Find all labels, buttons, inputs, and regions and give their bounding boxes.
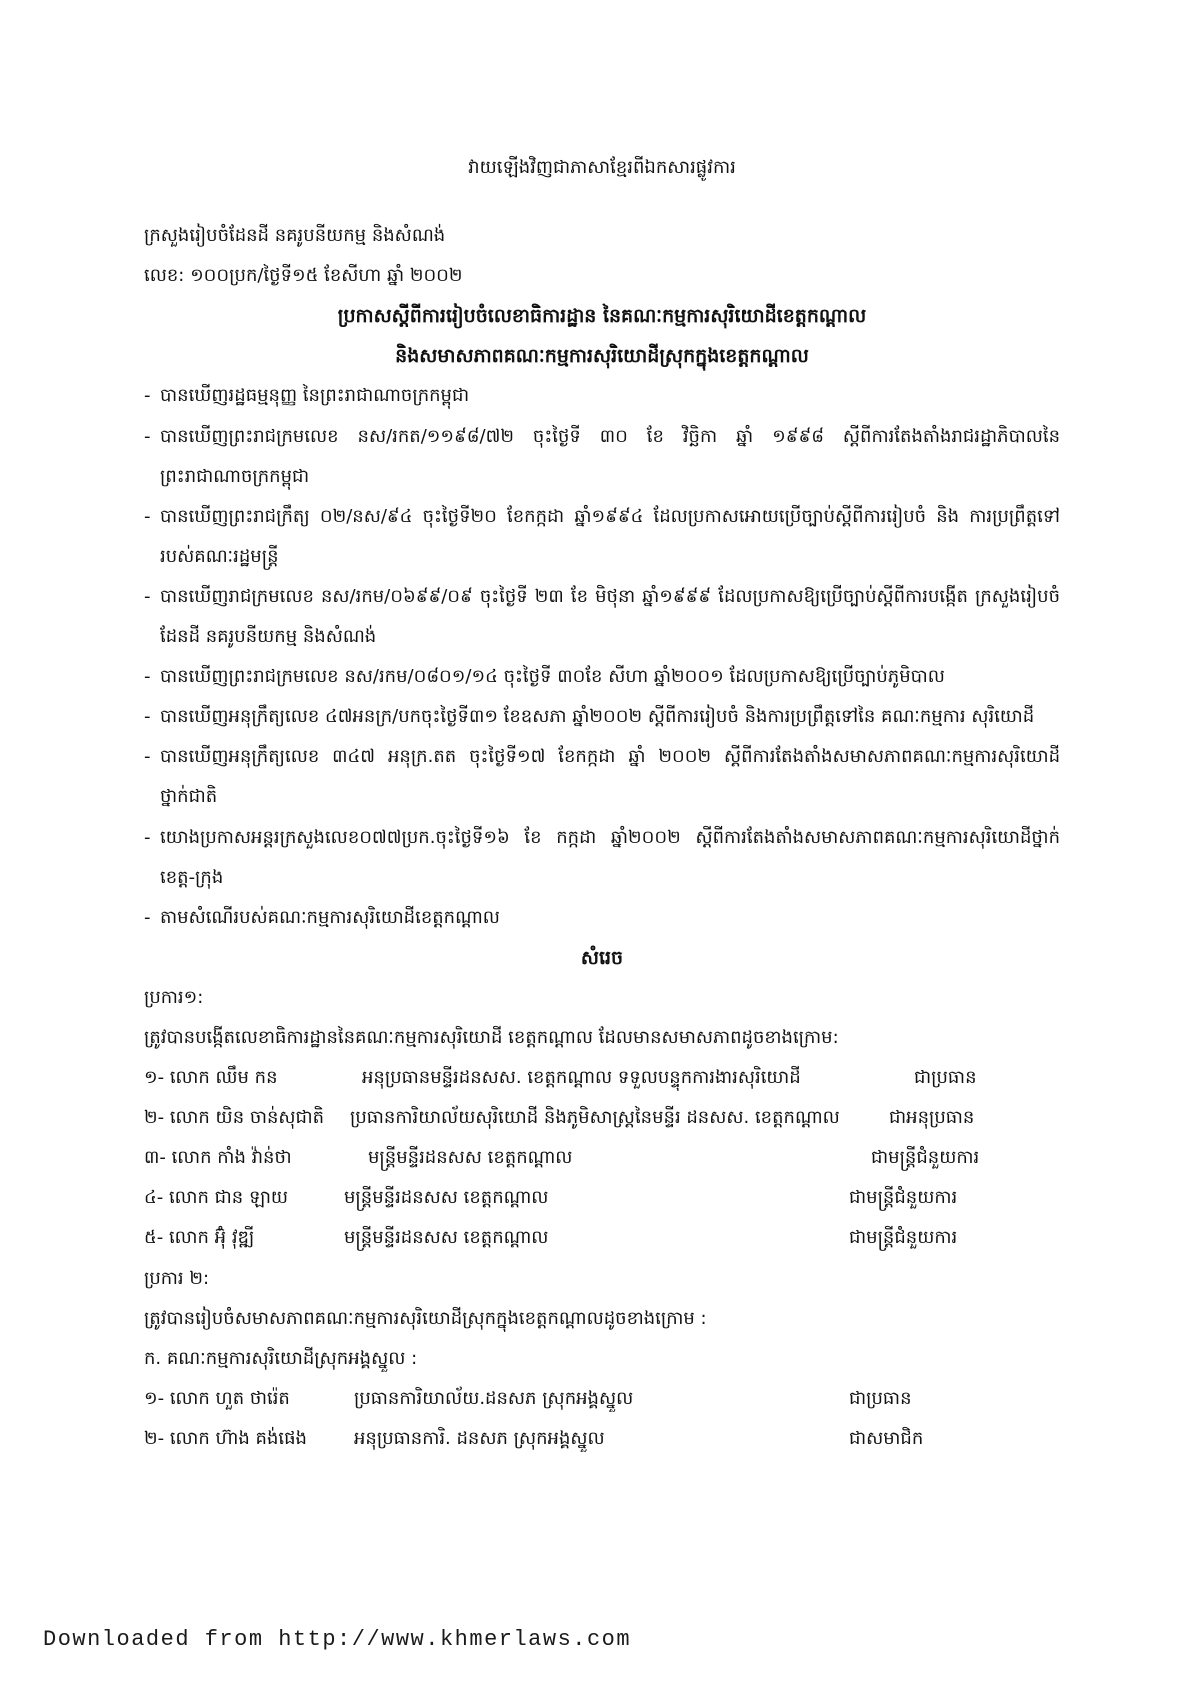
consideration-continuation: របស់គណៈរដ្ឋមន្ត្រី xyxy=(160,545,279,567)
consideration-item xyxy=(144,697,1060,737)
document-title-line-1: ប្រកាសស្តីពីការរៀបចំលេខាធិការដ្ឋាន នៃគណៈកម្មការសុរិយោដីខេត្តកណ្តាល xyxy=(337,305,867,328)
consideration-continuation: ខេត្ត-ក្រុង xyxy=(160,866,224,888)
bullet-marker: - xyxy=(144,585,151,607)
article-1-heading: ប្រការ១: xyxy=(144,986,204,1008)
member-role: ជាប្រធាន xyxy=(914,1067,977,1089)
bullet-marker: - xyxy=(144,826,151,848)
consideration-text: បានឃើញព្រះរាជក្រមលេខ នស/រកត/១១៩៨/៧២ ចុះថ្ងៃទី ៣០ ខែ វិច្ឆិកា ឆ្នាំ ១៩៩៨ ស្តីពីការតែងតាំងរាជរដ្ឋាភិបាលនៃ xyxy=(160,425,1060,447)
article-2-subsection: ក. គណៈកម្មការសុរិយោដីស្រុកអង្គស្នួល : xyxy=(144,1347,418,1369)
member-row xyxy=(144,1138,1060,1178)
consideration-text: បានឃើញព្រះរាជក្រមលេខ នស/រកម/០៨០១/១៤ ចុះថ្ងៃទី ៣០ខែ សីហា ឆ្នាំ២០០១ ដែលប្រកាសឱ្យប្រើច្បាប់ភូមិបាល xyxy=(160,666,945,688)
member-row xyxy=(144,1098,1060,1138)
consideration-text: តាមសំណើរបស់គណៈកម្មការសុរិយោដីខេត្តកណ្តាល xyxy=(160,906,500,928)
ministry-name: ក្រសួងរៀបចំដែនដី នគរូបនីយកម្ម និងសំណង់ xyxy=(144,225,446,247)
member-position: ប្រធានការិយាល័យសុរិយោដី និងភូមិសាស្ត្រនៃមន្ទីរ ដនសស. ខេត្តកណ្តាល xyxy=(350,1107,840,1129)
bullet-marker: - xyxy=(144,385,151,407)
reference-number: លេខ: ១០០ប្រក/ថ្ងៃទី១៥ ខែសីហា ឆ្នាំ ២០០២ xyxy=(144,265,463,287)
article-2-intro: ត្រូវបានរៀបចំសមាសភាពគណៈកម្មការសុរិយោដីស្រុកក្នុងខេត្តកណ្តាលដូចខាងក្រោម : xyxy=(144,1307,707,1329)
member-row xyxy=(144,1379,1060,1419)
consideration-item xyxy=(144,657,1060,697)
consideration-continuation: ព្រះរាជាណាចក្រកម្ពុជា xyxy=(160,465,310,487)
article-1-intro: ត្រូវបានបង្កើតលេខាធិការដ្ឋាននៃគណៈកម្មការសុរិយោដី ខេត្តកណ្តាល ដែលមានសមាសភាពដូចខាងក្រោម: xyxy=(144,1026,839,1048)
member-row xyxy=(144,1178,1060,1218)
member-row xyxy=(144,1058,1060,1098)
member-position: មន្ត្រីមន្ទីរដនសស ខេត្តកណ្តាល xyxy=(344,1227,549,1249)
member-role: ជាមន្ត្រីជំនួយការ xyxy=(849,1187,958,1209)
bullet-marker: - xyxy=(144,666,151,688)
member-position: ប្រធានការិយាល័យ.ដនសភ ស្រុកអង្គស្នួល xyxy=(354,1387,634,1409)
consideration-text: យោងប្រកាសអន្តរក្រសួងលេខ០៧៧ប្រក.ចុះថ្ងៃទី១៦ ខែ កក្កដា ឆ្នាំ២០០២ ស្តីពីការតែងតាំងសមាសភាពគណៈកម្មការសុរិយោដីថ្នាក់ xyxy=(160,826,1060,848)
member-role: ជាប្រធាន xyxy=(849,1387,912,1409)
member-role: ជាសមាជិក xyxy=(849,1427,924,1449)
bullet-marker: - xyxy=(144,425,151,447)
member-name: ១- លោក ហួត ថារ៉េត xyxy=(144,1387,290,1409)
consideration-text: បានឃើញរាជក្រមលេខ នស/រកម/០៦៩៩/០៩ ចុះថ្ងៃទី ២៣ ខែ មិថុនា ឆ្នាំ១៩៩៩ ដែលប្រកាសឱ្យប្រើច្បាប់ស្តីពីការបង្កើត ក្រសួងរៀបចំ xyxy=(160,585,1060,607)
document-body xyxy=(144,148,1060,1459)
bullet-marker: - xyxy=(144,746,151,768)
member-name: ២- លោក យិន ចាន់សុជាតិ xyxy=(144,1107,325,1129)
consideration-item xyxy=(144,577,1060,617)
member-role: ជាអនុប្រធាន xyxy=(889,1107,975,1129)
member-name: ៣- លោក កាំង វ៉ាន់ថា xyxy=(144,1147,292,1169)
consideration-text: បានឃើញអនុក្រឹត្យលេខ ៣៤៧ អនុក្រ.តត ចុះថ្ងៃទី១៧ ខែកក្កដា ឆ្នាំ ២០០២ ស្តីពីការតែងតាំងសមាសភាពគណៈកម្មការសុរិយោដី xyxy=(160,746,1060,768)
member-role: ជាមន្ត្រីជំនួយការ xyxy=(849,1227,958,1249)
consideration-item xyxy=(144,417,1060,457)
consideration-continuation: ដែនដី នគរូបនីយកម្ម និងសំណង់ xyxy=(160,626,377,648)
download-source-footer: Downloaded from http://www.khmerlaws.com xyxy=(43,1627,632,1652)
member-name: ៤- លោក ជាន ឡាយ xyxy=(144,1187,289,1209)
member-role: ជាមន្ត្រីជំនួយការ xyxy=(871,1147,980,1169)
member-name: ៥- លោក អ៊ុំ វុឌ្ឍី xyxy=(144,1227,255,1249)
consideration-text: បានឃើញព្រះរាជក្រឹត្យ ០២/នស/៩៤ ចុះថ្ងៃទី២០ ខែកក្កដា ឆ្នាំ១៩៩៤ ដែលប្រកាសអោយប្រើច្បាប់ស្តីពីការរៀបចំ និង ការប្រព្រឹត្តទៅ xyxy=(160,505,1060,527)
decision-heading: សំរេច xyxy=(580,946,624,969)
member-row xyxy=(144,1419,1060,1459)
consideration-text: បានឃើញអនុក្រឹត្យលេខ ៤៧អនក្រ/បកចុះថ្ងៃទី៣១ ខែឧសភា ឆ្នាំ២០០២ ស្តីពីការរៀបចំ និងការប្រព្រឹត្តទៅនៃ គណៈកម្មការ សុរិយោដី xyxy=(160,706,1035,728)
consideration-text: បានឃើញរដ្ឋធម្មនុញ្ញ នៃព្រះរាជាណាចក្រកម្ពុជា xyxy=(160,385,470,407)
consideration-item xyxy=(144,898,1060,938)
member-name: ២- លោក ហ៊ាង គង់ផេង xyxy=(144,1427,307,1449)
member-name: ១- លោក ឈឹម កន xyxy=(144,1067,278,1089)
document-title-line-2: និងសមាសភាពគណៈកម្មការសុរិយោដីស្រុកក្នុងខេត្តកណ្តាល xyxy=(395,345,809,368)
consideration-item xyxy=(144,818,1060,858)
bullet-marker: - xyxy=(144,906,151,928)
consideration-item xyxy=(144,376,1060,416)
retyped-note: វាយឡើងវិញជាភាសាខ្មែរពីឯកសារផ្លូវការ xyxy=(468,157,736,178)
consideration-item xyxy=(144,737,1060,777)
article-2-heading: ប្រការ ២: xyxy=(144,1267,210,1289)
consideration-item xyxy=(144,497,1060,537)
member-position: មន្ត្រីមន្ទីរដនសស ខេត្តកណ្តាល xyxy=(344,1187,549,1209)
consideration-continuation: ថ្នាក់ជាតិ xyxy=(160,786,218,808)
member-position: អនុប្រធានមន្ទីរដនសស. ខេត្តកណ្តាល ទទួលបន្ទុកការងារសុរិយោដី xyxy=(362,1067,801,1089)
member-row xyxy=(144,1218,1060,1258)
member-position: មន្ត្រីមន្ទីរដនសស ខេត្តកណ្តាល xyxy=(368,1147,573,1169)
bullet-marker: - xyxy=(144,706,151,728)
bullet-marker: - xyxy=(144,505,151,527)
member-position: អនុប្រធានការិ. ដនសភ ស្រុកអង្គស្នួល xyxy=(354,1427,605,1449)
